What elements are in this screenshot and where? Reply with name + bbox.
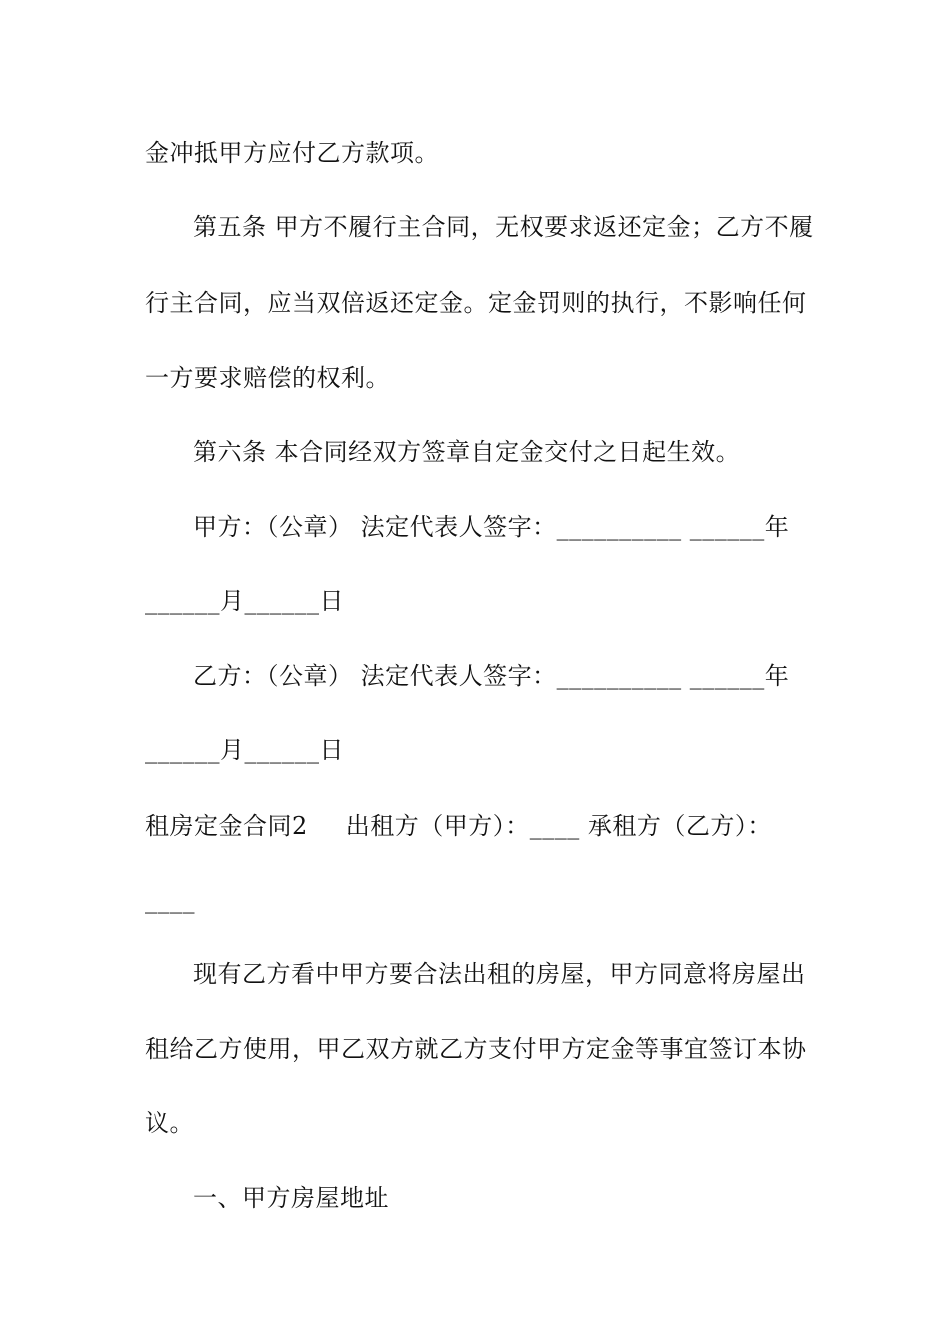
section-1-heading: 一、甲方房屋地址 [193, 1184, 389, 1212]
article-6: 第六条 本合同经双方签章自定金交付之日起生效。 [193, 438, 741, 466]
lessee-blank: ____ [145, 886, 195, 914]
paragraph-line: 金冲抵甲方应付乙方款项。 [145, 139, 439, 167]
intro-line-3: 议。 [145, 1109, 194, 1137]
party-a-signature: 甲方：（公章） 法定代表人签字：__________ ______年 [193, 513, 790, 541]
party-a-date: ______月______日 [145, 587, 344, 615]
article-5-line-2: 行主合同，应当双倍返还定金。定金罚则的执行，不影响任何 [145, 289, 807, 317]
article-5-line-1: 第五条 甲方不履行主合同，无权要求返还定金；乙方不履 [193, 213, 814, 241]
party-b-signature: 乙方：（公章） 法定代表人签字：__________ ______年 [193, 662, 790, 690]
contract-2-header [145, 811, 807, 841]
article-5-line-3: 一方要求赔偿的权利。 [145, 364, 390, 392]
party-b-date: ______月______日 [145, 736, 344, 764]
intro-line-2: 租给乙方使用，甲乙双方就乙方支付甲方定金等事宜签订本协 [145, 1035, 807, 1063]
lessor-field: 出租方（甲方）：____ [345, 812, 580, 840]
contract-2-title: 租房定金合同2 [145, 812, 308, 840]
intro-line-1: 现有乙方看中甲方要合法出租的房屋，甲方同意将房屋出 [193, 960, 806, 988]
lessee-field: 承租方（乙方）： [587, 812, 772, 840]
